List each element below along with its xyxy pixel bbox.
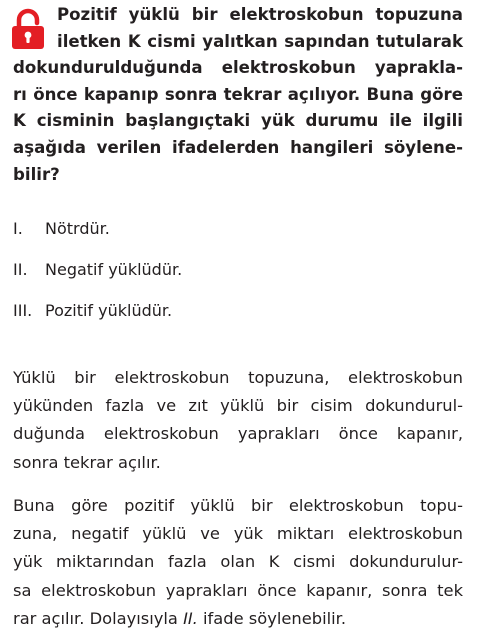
explanation-line: sonra tekrar açılır. — [13, 452, 161, 472]
option-item — [13, 260, 182, 301]
question-line: Pozitif yüklü bir elektroskobun topuzuna — [57, 5, 463, 24]
option-item — [13, 301, 182, 342]
option-text: Pozitif yüklüdür. — [45, 301, 173, 320]
question-line: rı önce kapanıp sonra tekrar açılıyor. Buna göre — [13, 84, 463, 104]
question-line: K cisminin başlangıçtaki yük durumu ile ilgili — [13, 111, 463, 131]
option-text: Negatif yüklüdür. — [45, 260, 183, 279]
explanation-text: ifade söylenebilir. — [197, 608, 347, 628]
option-number: I. — [13, 219, 23, 238]
option-number: II. — [13, 260, 28, 279]
explanation-text: rar açılır. Dolayısıyla — [13, 608, 184, 628]
question-line: bilir? — [13, 164, 60, 184]
option-text: Nötrdür. — [45, 219, 110, 238]
explanation-line — [13, 605, 463, 633]
option-item — [13, 219, 182, 260]
explanation-line: zuna, negatif yüklü ve yük miktarı elektroskobun — [13, 524, 463, 544]
question-line: aşağıda verilen ifadelerden hangileri söylene- — [13, 137, 463, 157]
explanation-line: duğunda elektroskobun yaprakları önce kapanır, — [13, 424, 463, 444]
explanation-line: yük miktarından fazla olan K cismi dokundurulur- — [13, 552, 463, 572]
options-list — [13, 219, 182, 342]
explanation-line: yükünden fazla ve zıt yüklü bir cisim dokundurul- — [13, 396, 463, 416]
option-number: III. — [13, 301, 33, 320]
explanation-line: sa elektroskobun yaprakları önce kapanır, sonra tek — [13, 580, 463, 600]
question-line: iletken K cismi yalıtkan sapından tutularak — [57, 31, 463, 51]
explanation-paragraph-1 — [13, 364, 463, 477]
answer-reference: II. — [183, 608, 198, 628]
question-text — [13, 2, 463, 188]
explanation-line: Buna göre pozitif yüklü bir elektroskobun topu- — [13, 496, 463, 515]
question-line: dokundurulduğunda elektroskobun yaprakla- — [13, 58, 463, 78]
explanation-paragraph-2 — [13, 492, 463, 633]
explanation-line: Yüklü bir elektroskobun topuzuna, elektroskobun — [13, 368, 463, 387]
